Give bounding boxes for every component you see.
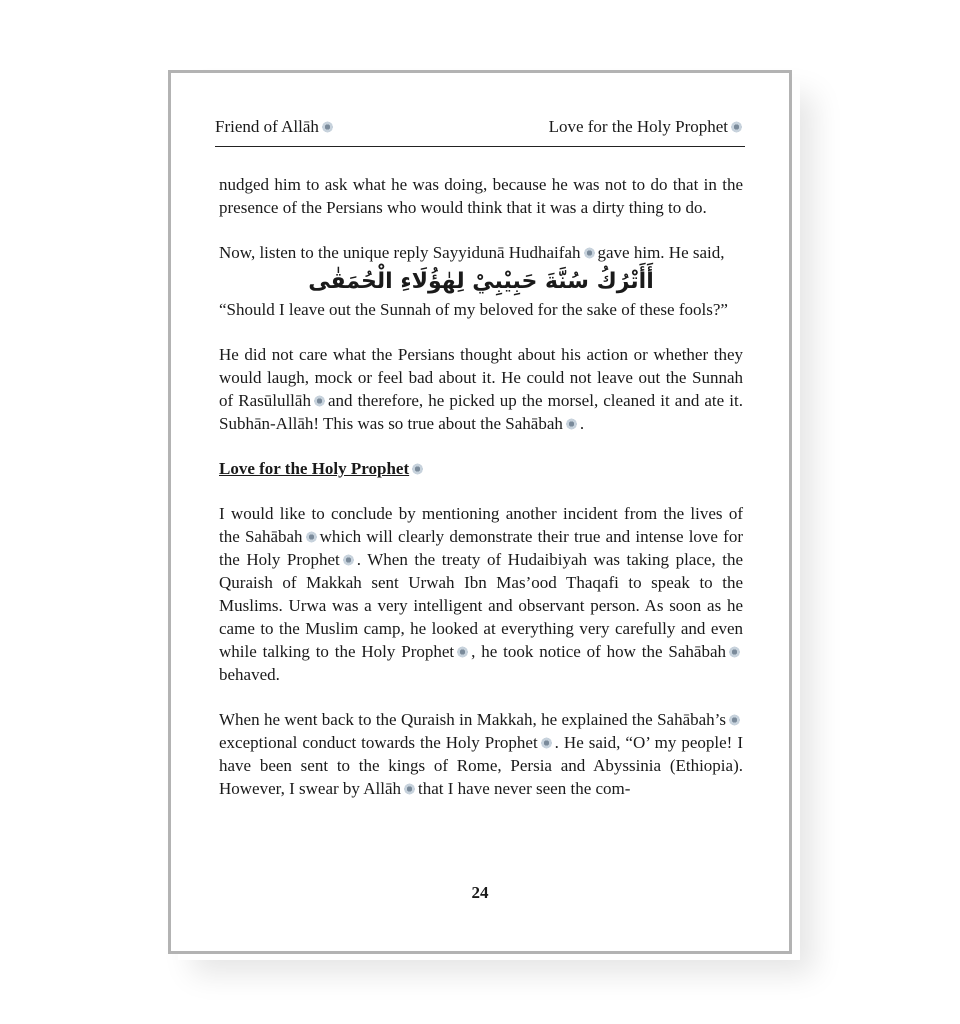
honorific-glyph-icon (540, 737, 553, 749)
honorific-glyph-icon (456, 646, 469, 658)
header-left: Friend of Allāh (215, 117, 336, 137)
book-page (168, 70, 792, 954)
paragraph-1: nudged him to ask what he was doing, because he was not to do that in the presence of the Persians who would think that it was a dirty thing to do. (219, 175, 743, 217)
honorific-glyph-icon (305, 531, 318, 543)
honorific-glyph-icon (728, 646, 741, 658)
paragraph-2: Now, listen to the unique reply Sayyidunā Hudhaifah gave him. He said, (219, 243, 725, 262)
honorific-glyph-icon (342, 554, 355, 566)
running-header (215, 117, 745, 147)
body-text (219, 173, 743, 822)
honorific-glyph-icon (403, 783, 416, 795)
honorific-glyph-icon (313, 395, 326, 407)
honorific-glyph-icon (321, 121, 334, 133)
paragraph-5: When he went back to the Quraish in Makkah, he explained the Sahābah’sexceptional conduct towards the Holy Prophet . He said, “O’ my people! I have been sent to the kings of Rome, Persia and Abyssinia (Ethiopia). However, I swear by Allāh that I have never seen the com- (219, 710, 743, 798)
honorific-glyph-icon (565, 418, 578, 430)
quote-translation: “Should I leave out the Sunnah of my beloved for the sake of these fools?” (219, 300, 728, 319)
page-number: 24 (471, 883, 489, 902)
honorific-glyph-icon (730, 121, 743, 133)
paragraph-3: He did not care what the Persians thought about his action or whether they would laugh, mock or feel bad about it. He could not leave out the Sunnah of Rasūlullāh and therefore, he picked up the morsel, cleaned it and ate it. Subhān-Allāh! This was so true about the Sahābah . (219, 345, 743, 433)
header-right: Love for the Holy Prophet (549, 117, 745, 137)
section-heading: Love for the Holy Prophet (219, 457, 743, 480)
paragraph-4: I would like to conclude by mentioning another incident from the lives of the Sahābah which will clearly demonstrate their true and intense love for the Holy Prophet . When the treaty of Hudaibiyah was taking place, the Quraish of Makkah sent Urwah Ibn Mas’ood Thaqafi to speak to the Muslims. Urwa was a very intelligent and observant person. As soon as he came to the Muslim camp, he looked at everything very carefully and even while talking to the Holy Prophet , he took notice of how the Sahābahbehaved. (219, 504, 743, 684)
honorific-glyph-icon (411, 463, 424, 475)
arabic-quote: أَأَتْرُكُ سُنَّةَ حَبِيْبِيْ لِهٰؤُلَاءِ الْحُمَقٰى (308, 269, 654, 294)
honorific-glyph-icon (728, 714, 741, 726)
honorific-glyph-icon (583, 247, 596, 259)
